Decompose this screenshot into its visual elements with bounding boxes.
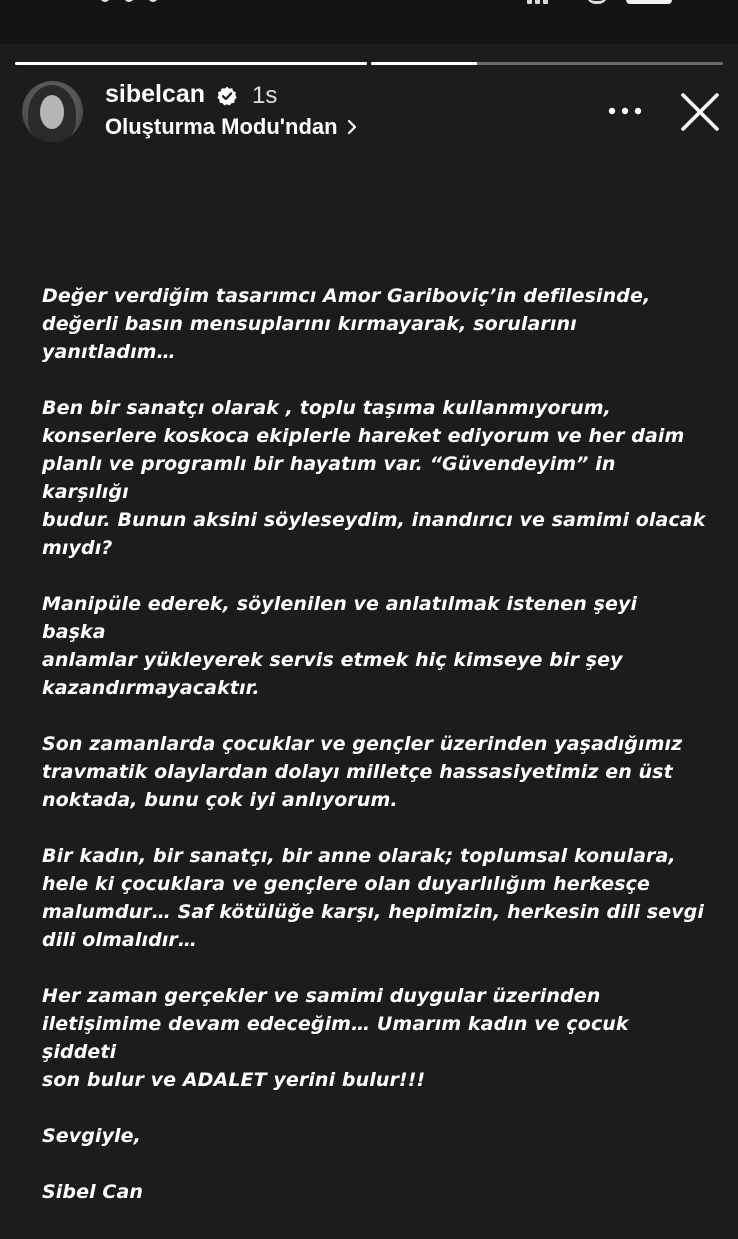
status-dots — [100, 0, 158, 2]
story-signature: Sibel Can — [42, 1181, 144, 1203]
story-paragraph: Manipüle ederek, söylenilen ve anlatılmak istenen şeyi başka anlamlar yükleyerek servis etmek hiç kimseye bir şey kazandırmayacaktır. — [42, 593, 638, 699]
username[interactable]: sibelcan — [105, 80, 206, 108]
story-paragraph: Ben bir sanatçı olarak , toplu taşıma kullanmıyorum, konserlere koskoca ekiplerle hareket ediyorum ve her daim planlı ve programlı bir hayatım var. “Güvendeyim” in karşılığı budur. Bunun aksini söyleseydim, inandırıcı ve samimi olacak mıydı? — [42, 397, 706, 559]
signal-icon — [527, 0, 548, 4]
story-text — [42, 282, 706, 1234]
story-paragraph: Değer verdiğim tasarımcı Amor Gariboviç’in defilesinde, değerli basın mensuplarını kırmayarak, sorularını yanıtladım… — [42, 285, 651, 363]
verified-badge-icon — [217, 86, 237, 106]
avatar[interactable] — [22, 81, 83, 142]
progress-fill-1 — [15, 62, 367, 65]
close-icon — [676, 88, 724, 136]
story-paragraph: Son zamanlarda çocuklar ve gençler üzerinden yaşadığımız travmatik olaylardan dolayı milletçe hassasiyetimiz en üst noktada, bunu çok iyi anlıyorum. — [42, 733, 683, 811]
story-paragraph: Her zaman gerçekler ve samimi duygular üzerinden iletişimime devam edeceğim… Umarım kadın ve çocuk şiddeti son bulur ve ADALET yerini bulur!!! — [42, 985, 629, 1091]
progress-segment-1 — [15, 62, 367, 65]
create-mode-link[interactable] — [105, 114, 358, 140]
more-options-button[interactable] — [604, 97, 646, 125]
chevron-right-icon — [346, 119, 358, 135]
timestamp: 1s — [252, 82, 278, 109]
more-horizontal-icon — [608, 107, 642, 115]
status-bar — [0, 0, 738, 44]
close-button[interactable] — [676, 88, 724, 136]
story-closing: Sevgiyle, — [42, 1125, 141, 1147]
progress-fill-2 — [371, 62, 477, 65]
story-paragraph: Bir kadın, bir sanatçı, bir anne olarak; toplumsal konulara, hele ki çocuklara ve gençlere olan duyarlılığım herkesçe malumdur… Saf kötülüğe karşı, hepimizin, herkesin dili sevgi dili olmalıdır… — [42, 845, 705, 951]
story-progress — [15, 62, 723, 66]
create-mode-label: Oluşturma Modu'ndan — [105, 114, 338, 139]
avatar-face — [40, 95, 64, 129]
battery-icon — [626, 0, 672, 4]
wifi-icon — [586, 0, 608, 4]
progress-segment-2 — [371, 62, 723, 65]
